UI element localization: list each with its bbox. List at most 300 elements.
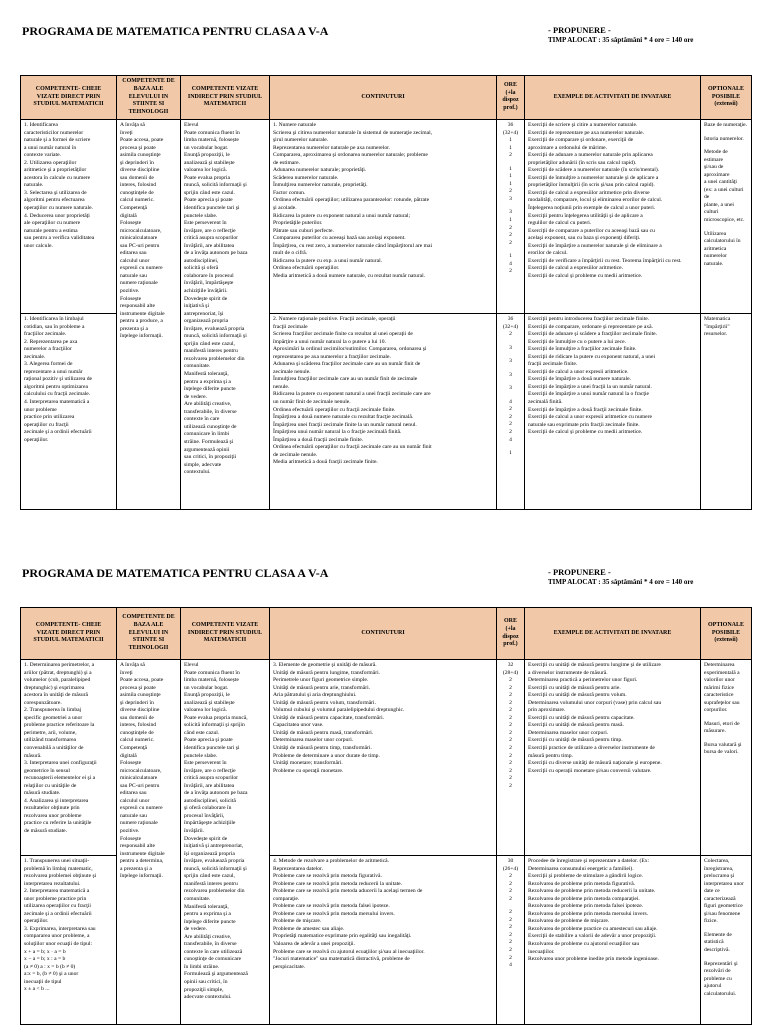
cell-line: un vocabular bogat.	[184, 144, 229, 151]
cell-line: comunicare în limbi	[184, 431, 230, 438]
cell-line: Probleme cu operaţii monetare.	[273, 767, 344, 774]
cell-line: pozitive.	[120, 828, 140, 835]
cell-line: 2	[509, 895, 512, 902]
cell-line: dreptunghic) şi exprimarea	[24, 684, 85, 691]
cell-line: Exerciţii de scădere a numerelor naturale (în scris/mental).	[528, 167, 660, 174]
cell-line: a diverselor instrumente de măsură.	[528, 669, 608, 676]
table-row	[21, 119, 752, 313]
cell-line: reprezentarea pe axa numerelor a fracţiilor zecimale.	[273, 353, 391, 360]
cell-line: Determinarea	[704, 662, 735, 668]
cell-line: date ce	[704, 888, 720, 895]
cell-line: comunitate.	[184, 363, 211, 370]
cell-line: 4	[509, 398, 512, 405]
cell-line: practice cu referire la unităţile	[24, 820, 92, 827]
header-ore: ORE (+la dispoz prof.)	[497, 608, 525, 660]
cell-line: comparaţie.	[273, 895, 300, 902]
cell-line: Compararea, aproximarea şi ordonarea numerelor naturale; probleme	[273, 152, 428, 159]
cell-line: 2	[509, 954, 512, 961]
cell-line: diverse discipline	[120, 707, 160, 714]
cell-line: interpretarea rezultatului.	[24, 880, 81, 887]
cell-line: mărimi fizice	[704, 684, 734, 691]
cell-line: Exerciţii practice de utilizare a diverselor instrumente de	[528, 745, 655, 752]
cell-line: înţelege diferite puncte	[184, 386, 236, 393]
cell-line: Ridicarea la putere cu exponent natural a unui număr natural;	[273, 212, 411, 219]
page-2-timp-alocat: TIMP ALOCAT : 35 săptămâni * 4 ore = 140 ore	[548, 578, 694, 586]
page-1-title: PROGRAMA DE MATEMATICA PENTRU CLASA A V-A	[22, 24, 329, 38]
cell-line: 1. Determinarea perimetrelor, a	[24, 662, 95, 668]
cell-line: Înţelegerea noţiunii prin exemple de calcul a unor puteri.	[528, 205, 656, 211]
cell-line: 1. Identificarea	[24, 121, 58, 128]
cell-line: acestora în unităţi de măsură	[24, 692, 88, 699]
cell-line: prelucrarea şi	[704, 873, 735, 880]
cell-line: a prezenta şi a	[120, 865, 152, 872]
cell-line: x + a = b; x · a = b	[24, 948, 66, 955]
cell-line: 2	[509, 931, 512, 938]
cell-line: valoarea lor logică.	[184, 167, 228, 174]
cell-line: interes, folosind	[120, 182, 157, 189]
cell-line: recunoaşterii elementelor ei şi a	[24, 775, 96, 782]
cell-line: iniţiativă şi	[184, 303, 210, 310]
cell-line: Împărţirea unei fracţii zecimale finite la un număr natural nenul.	[273, 421, 417, 428]
cell-line: Probleme care se rezolvă prin metoda reducerii la unitate.	[273, 880, 403, 887]
cell-line: Determinarea volumului unor corpuri (vase) prin calcul sau	[528, 699, 662, 706]
cell-line: înregistrarea,	[704, 865, 734, 872]
cell-line: Proprietăţile puterilor.	[273, 220, 323, 227]
cell-line: a unei cantităţi	[704, 179, 737, 186]
cell-line: valorilor unor	[704, 677, 735, 684]
cell-line: asimila cunoştinţe	[120, 152, 161, 159]
cell-line: interpretarea unor	[704, 880, 744, 887]
cell-line: când este cazul.	[184, 729, 220, 736]
cell-line: asimila cunoştinţe	[120, 692, 161, 699]
cell-line: şi deprinderi în	[120, 699, 154, 706]
cell-line: Exerciţii de calcul a unor expresii aritmetice.	[528, 368, 629, 375]
cell-line: 2. Transpunerea în limbaj	[24, 707, 82, 714]
cell-line: 1. Numere naturale	[273, 121, 317, 128]
cell-line: de măsură studiate.	[24, 828, 68, 835]
cell-line: Colectarea,	[704, 858, 730, 864]
cell-line: caracteristice	[704, 692, 734, 699]
cell-line: contexte variate.	[24, 152, 61, 159]
cell-line: Exerciţii de ridicare la putere cu exponent natural, a unei	[528, 353, 656, 360]
cell-line: Determinarea maselor unor corpuri.	[528, 729, 609, 736]
cell-line: muncă, solicită informaţii şi	[184, 182, 247, 189]
cell-line: Exerciţii de înmulţire a numerelor naturale şi de aplicare a	[528, 174, 659, 181]
cell-line: calculului cu fracţii zecimale.	[24, 391, 91, 398]
cell-line: Manifestă toleranţă,	[184, 903, 229, 910]
cell-line: argumentează opinii	[184, 446, 230, 453]
cell-line: zecimale şi a ordinii efectuării	[24, 910, 92, 917]
page-1-propunere: - PROPUNERE -	[548, 25, 611, 35]
cell-line: (28+4)	[502, 669, 519, 676]
cell-line: 2	[509, 909, 512, 916]
cell-line: măsură.	[24, 752, 42, 759]
cell-line: Poate aprecia şi poate	[184, 737, 233, 744]
cell-line: Elevul	[184, 121, 199, 128]
cell-line: împărţire a unui număr natural la o putere a lui 10.	[273, 338, 386, 345]
cell-line: Unităţi de măsură pentru lungime, transformări.	[273, 669, 381, 676]
cell-line: Exerciţii de calcul a expresiilor aritmetice.	[528, 265, 624, 272]
cell-line: Exerciţii cu operaţii monetare şi/sau conversii valutare.	[528, 767, 652, 774]
cell-line: iniţiativă şi antreprenoriat,	[184, 843, 244, 850]
cell-line: autodisciplinei, solicită	[184, 797, 236, 804]
cell-line: Baze de numeraţie.	[704, 121, 748, 128]
cell-line: achiziţiile învăţării.	[184, 288, 228, 295]
cell-line: învăţare, evaluează propria	[184, 858, 245, 865]
cell-line: Exerciţii pentru introducerea fracţiilor zecimale finite.	[528, 315, 650, 322]
cell-line: sau pentru a verifica validitatea	[24, 235, 95, 242]
cell-line: 2	[509, 239, 512, 246]
cell-line: sau domenii de	[120, 714, 154, 721]
cell-line: Dovedeşte spirit de	[184, 835, 228, 842]
cell-line: Exerciţii de împărţire a numerelor naturale şi de eliminare a	[528, 242, 662, 249]
cell-line: plante, a unei culturi	[704, 201, 734, 216]
cell-line: 2	[509, 880, 512, 887]
cell-line: figuri geometrice	[704, 903, 743, 910]
cell-line: soluţiilor unor ecuaţii de tipul:	[24, 941, 93, 948]
cell-line: Exerciţii cu diverse unităţi de măsură naţionale şi europene.	[528, 760, 662, 767]
cell-line: unor probleme	[24, 406, 57, 413]
page-2-title: PROGRAMA DE MATEMATICA PENTRU CLASA A V-A	[22, 566, 329, 580]
cell-line: Determinarea practică a perimetrelor unor figuri.	[528, 677, 638, 684]
cell-line: 2	[509, 722, 512, 729]
cell-line: Media aritmetică a două fracţii zecimale finite.	[273, 459, 378, 466]
cell-line: nenule.	[273, 383, 290, 390]
cell-line: antreprenoriat, îşi	[184, 310, 224, 317]
cell-line: digitală	[120, 752, 137, 759]
cell-line: raţional pozitiv şi utilizarea de	[24, 376, 93, 383]
page-2-table	[20, 607, 752, 1025]
cell-line: procesa şi poate	[120, 684, 156, 691]
cell-line: comunitate.	[184, 895, 211, 902]
cell-line: sau PC-uri pentru	[120, 782, 160, 789]
cell-line: învăţării, are abilitatea	[184, 242, 235, 249]
cell-line: Probleme care se rezolvă prin metoda falsei ipoteze.	[273, 903, 390, 910]
cell-line: învăţării, împărtăşeşte	[184, 280, 234, 287]
cell-line: calcul numeric.	[120, 737, 155, 744]
header-competente-indirect: COMPETENTE VIZATE INDIRECT PRIN STUDIUL MATEMATICII	[181, 608, 270, 660]
cell-line: operaţiilor cu numere naturale.	[24, 205, 93, 211]
cell-line: probleme cu	[704, 975, 732, 982]
cell-line: 1	[509, 217, 512, 223]
cell-line: Probleme de mişcare.	[273, 918, 322, 925]
cell-line: 1. Transpunerea unei situaţii-	[24, 858, 90, 864]
cell-line: 1. Identificarea în limbajul	[24, 315, 84, 322]
header-ore: ORE (+la dispoz prof.)	[497, 76, 525, 120]
cell-line: 1	[509, 165, 512, 172]
cell-continuturi	[270, 856, 497, 1025]
cell-line: transferabile, în diverse	[184, 408, 237, 415]
cell-line: 2	[509, 692, 512, 699]
cell-line: responsabil alte	[120, 303, 155, 310]
cell-line: Ordinea efectuării operaţiilor; utilizarea parantezelor: rotunde, pătrate	[273, 197, 430, 204]
cell-line: volumelor (cub, paralelipiped	[24, 677, 91, 684]
cell-line: cunoştinţele de	[120, 189, 154, 196]
cell-line: 36	[507, 121, 514, 128]
cell-line: algoritmi pentru optimizarea	[24, 383, 88, 390]
cell-line: 2	[509, 421, 512, 428]
cell-line: 2	[509, 888, 512, 895]
cell-line: ariilor (pătrat, dreptunghi) şi a	[24, 669, 92, 676]
cell-competente-cheie	[21, 313, 117, 509]
cell-line: a unui număr natural în	[24, 144, 77, 151]
cell-line: 2	[509, 745, 512, 752]
cell-line: Aria pătratului şi aria dreptunghiului.	[273, 692, 357, 699]
cell-line: Compararea puterilor cu aceeaşi bază sau acelaşi exponent.	[273, 235, 406, 242]
cell-optionale	[701, 119, 752, 313]
cell-optionale	[701, 856, 752, 1025]
cell-line: x − a = b; x : a = b	[24, 956, 66, 963]
cell-line: Exerciţii de comparare a puterilor cu aceeaşi bază sau cu	[528, 227, 655, 234]
cell-competente-cheie	[21, 660, 117, 856]
cell-line: fracţii zecimale finite.	[528, 361, 578, 368]
cell-line: 2	[509, 924, 512, 931]
cell-line: diverse discipline	[120, 167, 160, 174]
cell-line: muncă, solicită informaţii şi	[184, 333, 247, 340]
cell-line: Reprezentarea datelor.	[273, 865, 324, 872]
cell-line: Dovedeşte spirit de	[184, 295, 228, 302]
cell-line: 1	[509, 450, 512, 457]
cell-line: Are abilităţi creative,	[184, 933, 232, 940]
cell-line: în limbi străine.	[184, 963, 220, 970]
cell-line: numere raţionale	[120, 280, 158, 287]
cell-line: Metode de estimare	[704, 149, 728, 163]
cell-line: Capacitatea unor vase.	[273, 722, 324, 729]
cell-line: Unităţi de măsură pentru capacitate, transformări.	[273, 714, 385, 721]
cell-line: zecimală finită.	[528, 399, 563, 405]
cell-line: Competenţă	[120, 205, 148, 211]
cell-line: 2	[509, 268, 512, 275]
cell-line: 2	[509, 707, 512, 714]
cell-line: Exerciţii de calcul şi probleme cu medii aritmetice.	[528, 429, 643, 436]
cell-continuturi	[270, 119, 497, 313]
cell-line: microcalculatoare,	[120, 227, 162, 234]
cell-line: numere raţionale	[120, 820, 158, 827]
cell-line: Exerciţii de verificare a împărţirii cu rest. Teorema împărţirii cu rest.	[528, 257, 682, 264]
cell-line: 4. Interpretarea matematică a	[24, 399, 90, 405]
cell-competente-indirect	[181, 119, 270, 509]
cell-line: Media aritmetică a două numere naturale, cu rezultat număr natural.	[273, 272, 426, 279]
cell-line: 4	[509, 436, 512, 443]
page-2-propunere: - PROPUNERE -	[548, 567, 611, 577]
cell-line: caracteristicilor numerelor	[24, 129, 84, 136]
cell-line: măsurare.	[704, 728, 726, 735]
cell-line: înţelege diferite puncte	[184, 918, 236, 925]
cell-line: editarea sau	[120, 250, 147, 257]
cell-line: 2. Reprezentarea pe axa	[24, 338, 78, 345]
cell-line: un vocabular bogat.	[184, 684, 229, 691]
cell-line: şi/sau fenomene	[704, 910, 741, 917]
cell-line: fracţiilor zecimale.	[24, 331, 67, 338]
header-activitati: EXEMPLE DE ACTIVITATI DE INVATARE	[525, 76, 701, 120]
cell-line: 3. Elemente de geometrie şi unităţi de măsură.	[273, 662, 377, 668]
cell-line: Rezolvarea de probleme de mişcare.	[528, 918, 610, 925]
cell-line: Determinarea maselor unor corpuri.	[273, 737, 354, 744]
cell-line: prezenta şi a	[120, 325, 148, 332]
cell-line: învăţării, are abilitatea	[184, 782, 235, 789]
cell-line: interes, folosind	[120, 722, 157, 729]
cell-line: sau domenii de	[120, 174, 154, 181]
cell-line: Volumul cubului şi volumul paralelipipedului dreptunghic.	[273, 707, 405, 714]
cell-line: 2. Utilizarea operaţiilor	[24, 159, 77, 166]
cell-line: 3	[509, 385, 512, 392]
cell-line: proprietăţilor adunării (în scris sau calcul rapid).	[528, 159, 637, 166]
cell-line: 2	[509, 752, 512, 759]
header-activitati: EXEMPLE DE ACTIVITATI DE INVATARE	[525, 608, 701, 660]
cell-line: învăţare, are o reflecţie	[184, 227, 236, 234]
cell-line: problemă în limbaj matematic,	[24, 865, 93, 872]
cell-line: Adunarea numerelor naturale; proprietăţi.	[273, 167, 367, 174]
cell-line: adecvate contextului.	[184, 994, 232, 1001]
cell-line: naturale.	[704, 260, 724, 267]
cell-line: Exerciţii cu unităţi de măsură pentru masă.	[528, 722, 624, 729]
cell-line: naturale pentru a estima	[24, 227, 78, 234]
cell-line: Exerciţii de calcul a unor expresii aritmetice cu numere	[528, 414, 652, 421]
cell-line: Ordinea efectuării operaţiilor.	[273, 265, 340, 272]
cell-line: 2	[509, 406, 512, 413]
header-optionale: OPTIONALE POSIBILE (extensii)	[701, 608, 752, 660]
cell-line: manifestă interes pentru	[184, 348, 238, 355]
cell-line: 2	[509, 224, 512, 231]
cell-line: Este perseverent în	[184, 220, 227, 227]
cell-line: Procedee de înregistrare şi reprezentare a datelor. (Ex:	[528, 858, 650, 864]
cell-line: punctele slabe.	[184, 752, 218, 759]
cell-line: corespunzătoare.	[24, 699, 62, 706]
cell-line: corpurilor.	[704, 707, 728, 714]
cell-line: 2	[509, 916, 512, 923]
cell-line: 2. Numere raţionale pozitive. Fracţii zecimale, operaţii	[273, 315, 396, 322]
cell-line: Manifestă toleranţă,	[184, 371, 229, 378]
cell-line: Probleme care se rezolvă cu ajutorul ecuaţiilor şi/sau al inecuaţiilor.	[273, 948, 425, 955]
cell-line: 2	[509, 699, 512, 706]
cell-line: 2	[509, 947, 512, 954]
cell-line: 3	[509, 358, 512, 365]
cell-line: critică asupra scopurilor	[184, 235, 239, 242]
cell-line: Exerciţii cu unităţi de măsură pentru capacitate.	[528, 714, 635, 721]
cell-line: punctele slabe.	[184, 212, 218, 219]
cell-line: de vedere.	[184, 393, 207, 400]
cell-line: 3	[509, 209, 512, 216]
cell-line: digitală	[120, 212, 137, 219]
cell-line: şi acolade.	[273, 205, 297, 211]
cell-competente-baza	[117, 119, 181, 509]
cell-line: calcul numeric.	[120, 197, 155, 204]
cell-line: operaţiilor.	[24, 918, 49, 925]
cell-line: rezultatelor obţinute prin	[24, 805, 80, 812]
cell-line: zecimale şi a ordinii efectuării	[24, 429, 92, 436]
cell-activitati	[525, 856, 701, 1025]
cell-line: cotidian, sau în probleme a	[24, 323, 85, 330]
cell-line: simple, adecvate	[184, 461, 222, 468]
cell-line: Împărţirea a două numere naturale cu rezultat fracţie zecimală.	[273, 414, 414, 421]
cell-line: utilizând transformarea	[24, 737, 77, 744]
cell-line: geometrice în sensul	[24, 767, 70, 774]
cell-line: solicită şi oferă	[184, 265, 219, 272]
cell-line: Ordinea efectuării operaţiilor cu fracţii zecimale finite.	[273, 406, 396, 413]
cell-line: rezolvarea problemelor din	[184, 888, 245, 895]
cell-line: algoritmi pentru efectuarea	[24, 197, 85, 204]
cell-line: Exerciţii de scriere şi citire a numerelor naturale.	[528, 121, 638, 128]
cell-line: aritmetica numerelor	[704, 245, 727, 260]
cell-line: 4	[509, 260, 512, 267]
cell-line: Ridicarea la putere cu exponent natural a unei fracţii zecimale care are	[273, 391, 431, 398]
cell-line: 4. Deducerea unor proprietăţi	[24, 212, 90, 219]
cell-line: relaţiilor cu unităţile de	[24, 782, 77, 789]
cell-line: 2	[509, 232, 512, 239]
cell-line: calculatorului în	[704, 238, 741, 245]
cell-line: 2	[509, 677, 512, 684]
cell-line: Enunţă propoziţii, le	[184, 692, 230, 699]
cell-activitati	[525, 660, 701, 856]
cell-line: unor probleme practice prin	[24, 895, 87, 902]
cell-line: 3. Alegerea formei de	[24, 361, 73, 368]
cell-line: expresii cu numere	[120, 805, 163, 812]
cell-line: Rezolvarea de probleme practice cu amestecuri sau aliaje.	[528, 925, 658, 932]
cell-line: Exerciţii de comparare, ordonare şi reprezentare pe axă.	[528, 323, 654, 330]
cell-line: Rezolvarea de probleme prin metoda reducerii la unitate.	[528, 888, 656, 895]
cell-line: 3. Exprimarea, interpretarea sau	[24, 925, 96, 932]
cell-line: pentru a determina,	[120, 858, 164, 865]
cell-activitati	[525, 119, 701, 313]
cell-line: 3. Interpretarea unei configuraţii	[24, 760, 97, 767]
cell-line: Formulează şi argumentează	[184, 971, 248, 978]
cell-line: statistică	[704, 939, 724, 946]
cell-line: opinii sau critici, în	[184, 978, 228, 985]
cell-line: Rezolvarea unor probleme inedite prin metode ingenioase.	[528, 956, 659, 963]
cell-line: 3	[509, 371, 512, 378]
cell-line: 36	[507, 315, 514, 322]
cell-line: inecuaţiilor.	[528, 948, 555, 955]
cell-line: Unităţi de măsură pentru timp, transformări.	[273, 745, 372, 752]
cell-line: limba maternă, folosește	[184, 677, 239, 684]
cell-line: organizează propria	[184, 318, 229, 325]
cell-line: analizează şi stabilește	[184, 159, 235, 166]
cell-line: 2	[509, 760, 512, 767]
cell-line: pentru a exprima şi a	[184, 378, 231, 385]
cell-line: Reprezentări şi	[704, 960, 738, 967]
cell-continuturi	[270, 660, 497, 856]
cell-line: 2	[509, 729, 512, 736]
cell-line: Exerciţii şi probleme de stimulare a gândirii logice.	[528, 873, 643, 880]
cell-line: Poate accesa, poate	[120, 677, 164, 684]
cell-line: Rezolvarea de probleme cu ajutorul ecuaţiilor sau	[528, 941, 640, 948]
cell-line: 3. Selectarea şi utilizarea de	[24, 189, 87, 196]
cell-line: Enunţă propoziţii, le	[184, 152, 230, 159]
cell-line: 2	[509, 429, 512, 435]
cell-line: operaţiilor.	[24, 436, 49, 443]
cell-line: practice prin utilizarea	[24, 414, 75, 421]
cell-line: Exerciţii de calcul şi probleme cu medii aritmetice.	[528, 272, 643, 279]
cell-line: Aproximări la ordinul zecimilor/sutimilor. Compararea, ordonarea şi	[273, 346, 427, 353]
cell-line: 2	[509, 714, 512, 721]
cell-line: de a învăţa autonom pe baza	[184, 250, 248, 257]
cell-line: Exerciţii pentru înţelegerea utilităţii şi de aplicare a	[528, 212, 643, 219]
cell-line: expresii cu numere	[120, 265, 163, 272]
cell-line: Valoarea de adevăr a unei propoziţii.	[273, 941, 356, 948]
cell-line: utilizarea operaţiilor cu fracţii	[24, 903, 91, 910]
cell-line: aritmetice şi a proprietăţilor	[24, 167, 87, 174]
cell-competente-cheie	[21, 119, 117, 313]
cell-line: Rezolvarea de probleme prin metoda figurativă.	[528, 880, 636, 887]
cell-line: rezolvarea unor probleme	[24, 812, 82, 819]
cell-line: x ± a < b ...	[24, 986, 50, 993]
cell-competente-baza	[117, 660, 181, 1025]
cell-line: îşi organizează propria	[184, 850, 235, 857]
cell-line: sprijin când este cazul.	[184, 189, 235, 196]
header-continuturi: CONTINUTURI	[270, 608, 497, 660]
cell-line: Are abilităţi creative,	[184, 401, 232, 408]
cell-line: prin aproximare.	[528, 707, 566, 714]
